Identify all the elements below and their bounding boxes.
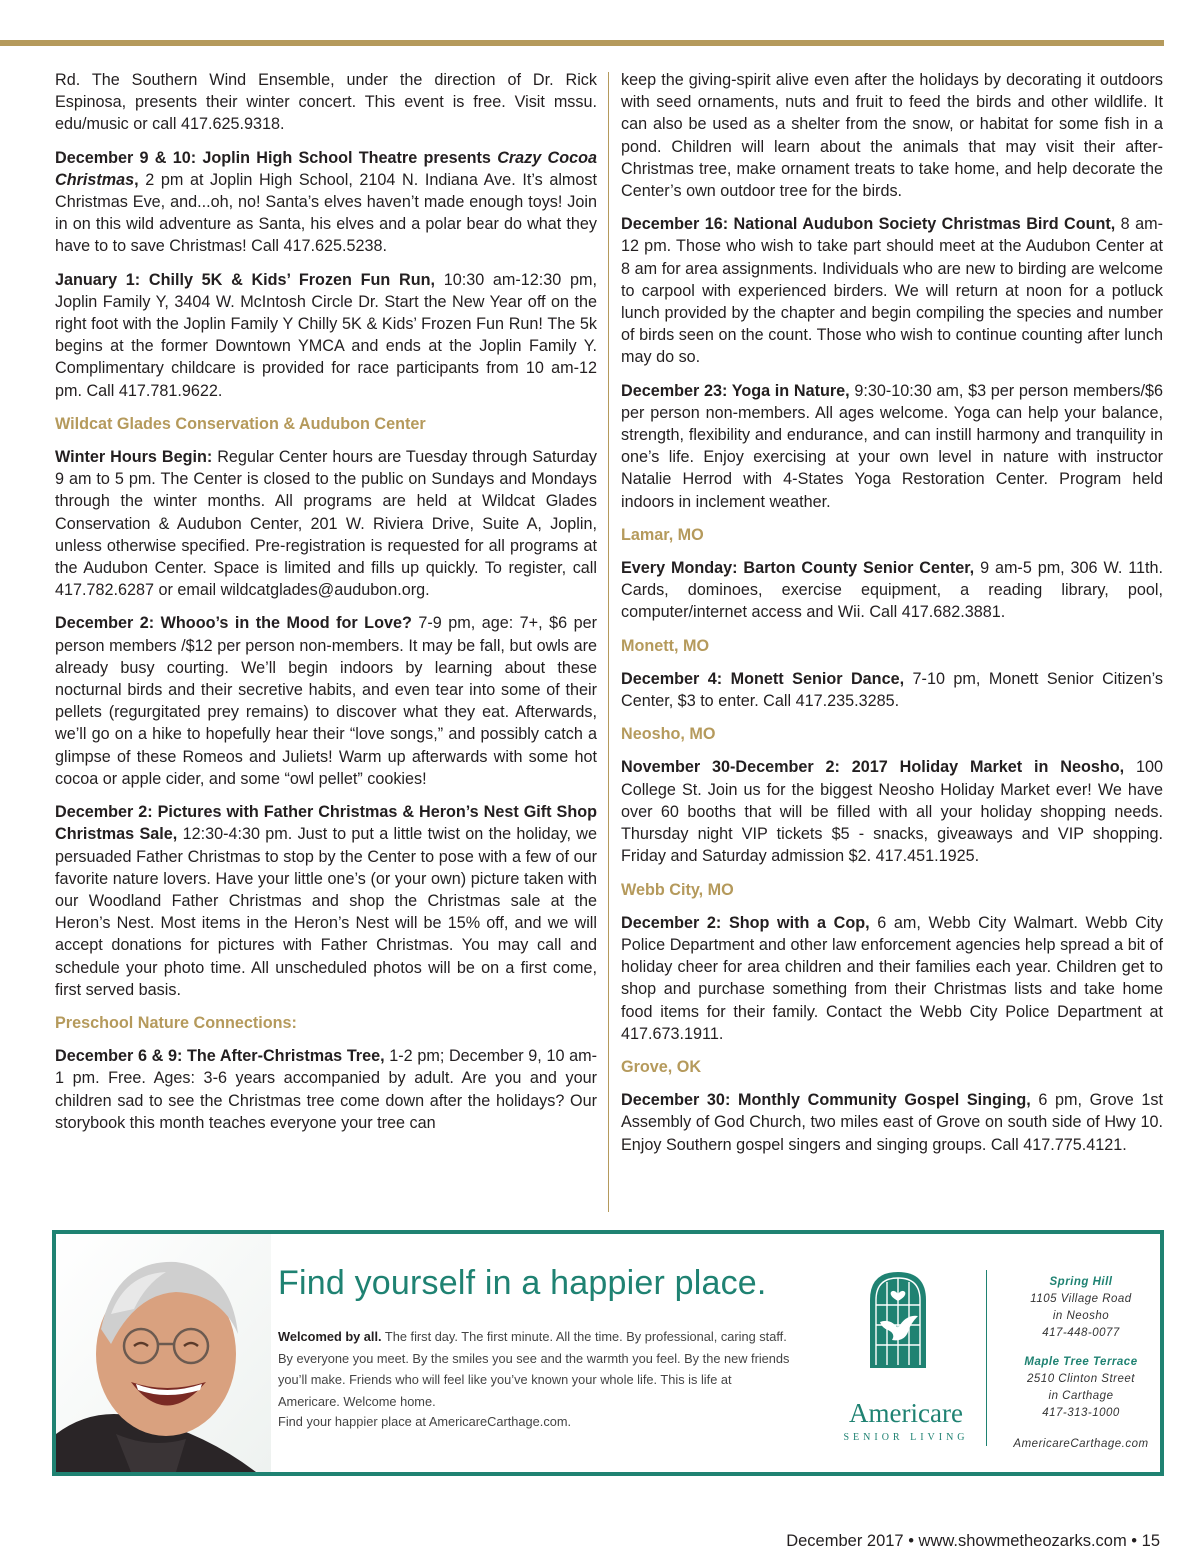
- section-heading: Monett, MO: [621, 636, 710, 655]
- section-heading: Wildcat Glades Conservation & Audubon Center: [55, 414, 426, 433]
- event-title: December 16: National Audubon Society Christmas Bird Count,: [621, 215, 1116, 234]
- event-paragraph: [55, 69, 597, 136]
- event-paragraph: [621, 912, 1163, 1045]
- event-title: November 30-December 2: 2017 Holiday Market in Neosho,: [621, 758, 1125, 777]
- ad-body-text: [278, 1326, 796, 1412]
- column-divider: [608, 72, 609, 1212]
- location-phone: 417-313-1000: [1042, 1407, 1120, 1419]
- section-heading: Webb City, MO: [621, 880, 734, 899]
- event-title: December 2: Shop with a Cop,: [621, 913, 870, 932]
- location-city: in Carthage: [1048, 1390, 1114, 1402]
- event-paragraph: [621, 1089, 1163, 1156]
- event-title: December 23: Yoga in Nature,: [621, 381, 850, 400]
- event-paragraph: [621, 557, 1163, 624]
- event-description: 9:30-10:30 am, $3 per person members/$6 per person non-members. All ages welcome. Yoga can help your balance, strength, flexibility and endurance, and can instill harmony and tranquility in one’s life. Enjoy exercising at your own level in nature with instructor Natalie Herrod with 4-States Yoga Restoration Center. Program held indoors in inclement weather.: [621, 381, 1164, 511]
- event-paragraph: [55, 1045, 597, 1134]
- event-title: December 9 & 10: Joplin High School Theatre presents: [55, 148, 498, 167]
- event-title: January 1: Chilly 5K & Kids’ Frozen Fun Run,: [55, 270, 435, 289]
- left-column: [55, 69, 597, 1145]
- americare-logo: [836, 1270, 976, 1450]
- event-description: Regular Center hours are Tuesday through Saturday 9 am to 5 pm. The Center is closed to the public on Sundays and Mondays through the winter months. All programs are held at Wildcat Glades Conservation & Audubon Center, 201 W. Riviera Drive, Suite A, Joplin, unless otherwise specified. Pre-registration is requested for all programs at the Audubon Center. Space is limited and fills up quickly. To register, call 417.782.6287 or email wildcatglades@audubon.org.: [55, 448, 598, 600]
- ad-find-line: Find your happier place at AmericareCarthage.com.: [278, 1414, 572, 1429]
- right-column: [621, 69, 1163, 1167]
- section-heading: Grove, OK: [621, 1057, 702, 1076]
- ad-body-copy: The first day. The first minute. All the time. By professional, caring staff. By everyone you meet. By the smiles you see and the warmth you feel. By the new friends you’ll make. Friends who will feel like you’ve known your whole life. This is life at Americare. Welcome home.: [278, 1329, 790, 1409]
- ad-website: AmericareCarthage.com: [1013, 1438, 1149, 1450]
- event-title: December 2: Whooo’s in the Mood for Love?: [55, 614, 412, 633]
- event-title-punct: ,: [134, 170, 139, 189]
- section-heading: Preschool Nature Connections:: [55, 1013, 297, 1032]
- americare-wordmark: Americare: [849, 1398, 963, 1428]
- event-description: 100 College St. Join us for the biggest Neosho Holiday Market ever! We have over 60 booths that will be filled with all your holiday shopping needs. Thursday night VIP tickets $5 - snacks, giveaways and VIP shopping. Friday and Saturday admission $2. 417.451.1925.: [621, 758, 1163, 866]
- dove-window-icon: [868, 1270, 928, 1370]
- event-description: Rd. The Southern Wind Ensemble, under the direction of Dr. Rick Espinosa, presents their winter concert. This event is free. Visit mssu. edu/music or call 417.625.9318.: [55, 71, 597, 134]
- event-description: 8 am-12 pm. Those who wish to take part should meet at the Audubon Center at 8 am for area assignments. Individuals who are new to birding are welcome to carpool with experienced birders. We will return at noon for a potluck lunch provided by the chapter and begin compiling the species and number of birds seen on the count. Those who wish to continue counting after lunch may do so.: [621, 215, 1163, 367]
- event-paragraph: [55, 612, 597, 790]
- location-city: in Neosho: [1052, 1310, 1110, 1322]
- event-title: December 4: Monett Senior Dance,: [621, 669, 905, 688]
- event-description: keep the giving-spirit alive even after the holidays by decorating it outdoors with seed ornaments, nuts and fruit to feed the birds and other wildlife. It can also be used as a shelter from the snow, or habitat for some fish in a pond. Children will learn about the animals that may visit their after-Christmas tree, make ornament treats to take home, and help decorate the Center’s own outdoor tree for the birds.: [621, 71, 1163, 201]
- location-street: 2510 Clinton Street: [1027, 1373, 1135, 1385]
- event-description: 7-9 pm, age: 7+, $6 per person members /$12 per person non-members. It may be fall, but owls are already busy courting. We’ll begin indoors by learning about these nocturnal birds and their secretive habits, and even tear into some of their pellets (regurgitated prey remains) to discover what they eat. Afterwards, we’ll go on a hike to hopefully hear their “love songs,” and possibly catch a glimpse of these Romeos and Juliets! Warm up afterwards with some hot cocoa or apple cider, and some “owl pellet” cookies!: [55, 614, 597, 788]
- ad-welcome-bold: Welcomed by all.: [278, 1329, 382, 1344]
- event-description: 6 pm, Grove 1st Assembly of God Church, two miles east of Grove on south side of Hwy 10. Enjoy Southern gospel singers and singing groups. Call 417.775.4121.: [621, 1091, 1163, 1154]
- event-title: Every Monday: Barton County Senior Center,: [621, 559, 975, 578]
- section-heading: Neosho, MO: [621, 725, 716, 744]
- americare-advertisement: [52, 1230, 1164, 1476]
- section-heading: Lamar, MO: [621, 525, 704, 544]
- event-description: 1-2 pm; December 9, 10 am-1 pm. Free. Ages: 3-6 years accompanied by adult. Are you and your children sad to see the Christmas tree come down after the holidays? Our storybook this month teaches everyone your tree can: [55, 1047, 597, 1132]
- location-phone: 417-448-0077: [1042, 1327, 1120, 1339]
- ad-headline: Find yourself in a happier place.: [278, 1264, 767, 1302]
- senior-living-tagline: SENIOR LIVING: [843, 1432, 969, 1443]
- event-paragraph: [55, 147, 597, 258]
- location-name: Maple Tree Terrace: [1024, 1356, 1138, 1368]
- event-title: December 2: Pictures with Father Christmas & Heron’s Nest Gift Shop Christmas Sale,: [55, 803, 597, 844]
- ad-divider: [986, 1270, 987, 1446]
- location-street: 1105 Village Road: [1030, 1293, 1132, 1305]
- event-paragraph: [621, 69, 1163, 202]
- locations-list: [996, 1274, 1164, 1453]
- event-description: 12:30-4:30 pm. Just to put a little twist on the holiday, we persuaded Father Christmas to stop by the Center to pose with a few of our favorite nature lovers. Have your little one’s (or your own) picture taken with our Woodland Father Christmas and shop the Christmas sale at the Heron’s Nest. Most items in the Heron’s Nest will be 15% off, and we will accept donations for pictures with Father Christmas. You may call and schedule your photo time. All unscheduled photos will be on a first come, first served basis.: [55, 825, 597, 999]
- page-footer: December 2017 • www.showmetheozarks.com • 15: [786, 1532, 1160, 1550]
- event-paragraph: [621, 380, 1163, 513]
- event-description: 2 pm at Joplin High School, 2104 N. Indiana Ave. It’s almost Christmas Eve, and...oh, no! Santa’s elves haven’t made enough toys! Join in on this wild adventure as Santa, his elves and a polar bear do what they have to to save Christmas! Call 417.625.5238.: [55, 170, 597, 256]
- event-description: 10:30 am-12:30 pm, Joplin Family Y, 3404 W. McIntosh Circle Dr. Start the New Year off on the right foot with the Joplin Family Y Chilly 5K & Kids’ Frozen Fun Run! The 5k begins at the former Downtown YMCA and ends at the Joplin Family Y. Complimentary childcare is provided for race participants from 10 am-12 pm. Call 417.781.9622.: [55, 270, 597, 400]
- top-rule: [0, 40, 1164, 46]
- event-description: 7-10 pm, Monett Senior Citizen’s Center, $3 to enter. Call 417.235.3285.: [621, 669, 1163, 711]
- event-title: December 6 & 9: The After-Christmas Tree,: [55, 1047, 385, 1066]
- event-title: December 30: Monthly Community Gospel Singing,: [621, 1091, 1031, 1110]
- event-paragraph: [55, 269, 597, 402]
- event-description: 9 am-5 pm, 306 W. 11th. Cards, dominoes, exercise equipment, a reading library, pool, computer/internet access and Wii. Call 417.682.3881.: [621, 559, 1163, 622]
- event-title: Winter Hours Begin:: [55, 448, 213, 467]
- event-paragraph: [621, 668, 1163, 712]
- event-paragraph: [621, 756, 1163, 867]
- smiling-man-photo: [56, 1234, 271, 1472]
- event-title-italic: Crazy Cocoa Christmas: [55, 148, 597, 189]
- location-name: Spring Hill: [1049, 1276, 1113, 1288]
- event-description: 6 am, Webb City Walmart. Webb City Police Department and other law enforcement agencies help spread a bit of holiday cheer for area children and their families each year. Children get to shop and purchase something from their Christmas lists and take home food items for their family. Contact the Webb City Police Department at 417.673.1911.: [621, 913, 1163, 1043]
- event-paragraph: [55, 801, 597, 1001]
- event-paragraph: [621, 213, 1163, 368]
- event-paragraph: [55, 446, 597, 601]
